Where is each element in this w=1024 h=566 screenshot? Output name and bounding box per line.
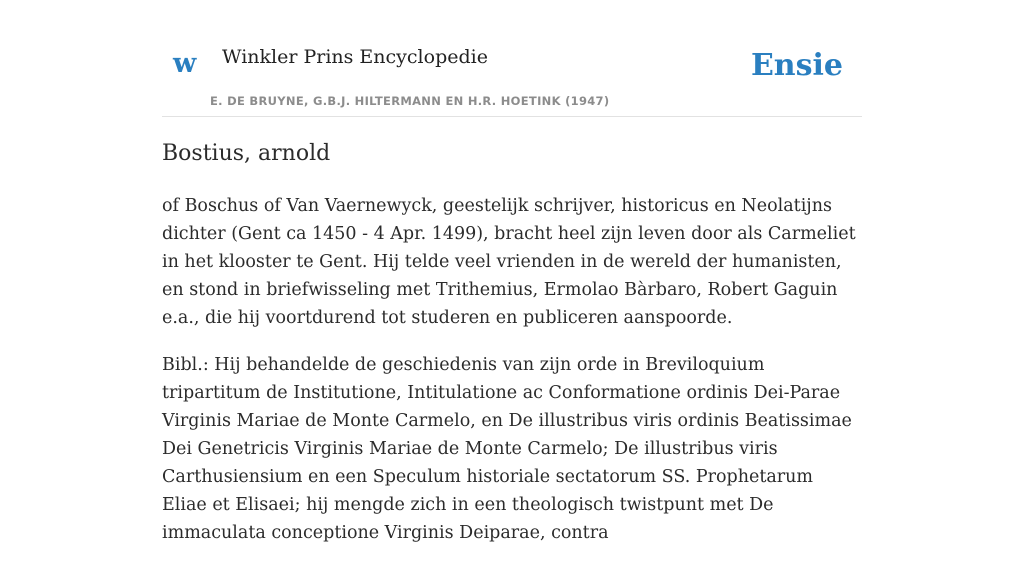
- article-paragraph-definition: of Boschus of Van Vaernewyck, geestelijk schrijver, historicus en Neolatijns dichter (Gent ca 1450 - 4 Apr. 1499), bracht heel zijn leven door als Carmeliet in het klooster te Gent. Hij telde veel vrienden in de wereld der humanisten, en stond in briefwisseling met Trithemius, Ermolao Bàrbaro, Robert Gaguin e.a., die hij voortdurend tot studeren en publiceren aanspoorde.: [162, 196, 856, 328]
- source-header: [162, 0, 862, 117]
- source-logo[interactable]: w: [173, 48, 197, 79]
- source-title-link[interactable]: Winkler Prins Encyclopedie: [222, 46, 488, 68]
- ensie-brand-logo[interactable]: Ensie: [750, 48, 843, 83]
- article: [162, 138, 862, 566]
- source-authors: E. DE BRUYNE, G.B.J. HILTERMANN EN H.R. HOETINK (1947): [210, 94, 610, 108]
- article-paragraph-bibliography: Bibl.: Hij behandelde de geschiedenis van zijn orde in Breviloquium tripartitum de Institutione, Intitulatione ac Conformatione ordinis Dei-Parae Virginis Mariae de Monte Carmelo, en De illustribus viris ordinis Beatissimae Dei Genetricis Virginis Mariae de Monte Carmelo; De illustribus viris Carthusiensium en een Speculum historiale sectatorum SS. Prophetarum Eliae et Elisaei; hij mengde zich in een theologisch twistpunt met De immaculata conceptione Virginis Deiparae, contra: [162, 355, 852, 543]
- article-title: Bostius, arnold: [162, 141, 331, 166]
